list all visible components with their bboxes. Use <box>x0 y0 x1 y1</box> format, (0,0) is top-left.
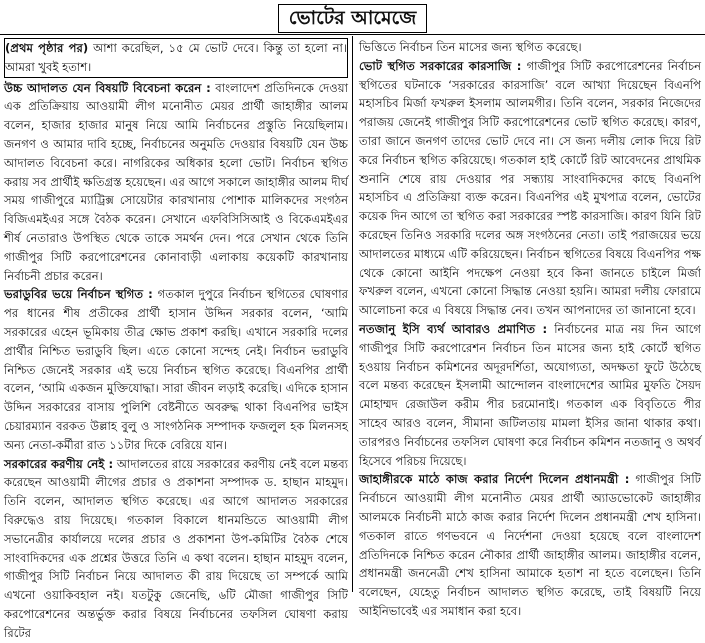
right-p2-text: গাজীপুর সিটি করপোরেশনের নির্বাচন স্থগিতের ঘটনাকে ‘সরকারের কারসাজি’ বলে আখ্যা দিয়েছেন বিএনপি মহাসচিব মির্জা ফখরুল ইসলাম আলমগীর। তিনি বলেন, সরকার নিজেদের পরাজয় জেনেই গাজীপুর সিটি করপোরেশনের ভোট স্থগিত করেছে। কারণ, তারা জানে জনগণ তাদের ভোট দেবে না। সে জন্য দলীয় লোক দিয়ে রিট করে নির্বাচন স্থগিত করিয়েছে। গতকাল হাই কোর্টে রিট আবেদনের প্রাথমিক শুনানি শেষে রায় দেওয়ার পর সন্ধ্যায় সাংবাদিকদের কাছে বিএনপি মহাসচিব এ প্রতিক্রিয়া ব্যক্ত করেন। বিএনপির এই মুখপাত্র বলেন, ভোটের কয়েক দিন আগে তা স্থগিত করা সরকারের স্পষ্ট কারসাজি। কারণ যিনি রিট করেছেন তিনিও সরকারি দলের অঙ্গ সংগঠনের নেতা। তাই পরাজয়ের ভয়ে আদালতের মাধ্যমে এটি করিয়েছেন। নির্বাচন স্থগিতের বিষয়ে বিএনপির পক্ষ থেকে কোনো আইনি পদক্ষেপ নেওয়া হবে কিনা জানতে চাইলে মির্জা ফখরুল বলেন, এখনো কোনো সিদ্ধান্ত নেওয়া হয়নি। আমরা দলীয় ফোরামে আলোচনা করে এ বিষয়ে সিদ্ধান্ত নেব। তখন আপনাদের তা জানানো হবে। <box>359 58 701 318</box>
subheading-pm-directive: জাহাঙ্গীরকে মাঠে কাজ করার নির্দেশ দিলেন প্রধানমন্ত্রী : <box>359 472 630 487</box>
subheading-govt-trick: ভোট স্থগিত সরকারের কারসাজি : <box>359 58 522 73</box>
headline-area <box>0 0 705 34</box>
right-column <box>359 38 702 618</box>
right-paragraph-4 <box>359 470 701 620</box>
left-paragraph-4 <box>4 455 348 643</box>
right-p4-text: গাজীপুর সিটি নির্বাচনে আওয়ামী লীগ মনোনীত মেয়র প্রার্থী অ্যাডভোকেট জাহাঙ্গীর আলমকে নির্বাচনী মাঠে কাজ করার নির্দেশ দিলেন প্রধানমন্ত্রী শেখ হাসিনা। গতকাল রাতে গণভবনে এ নির্দেশনা দেওয়া হয়েছে বলে বাংলাদেশ প্রতিদিনকে নিশ্চিত করেন নৌকার প্রার্থী জাহাঙ্গীর আলম। জাহাঙ্গীর বলেন, প্রধানমন্ত্রী জননেত্রী শেখ হাসিনা আমাকে হতাশ না হতে বলেছেন। তিনি বলেছেন, যেহেতু নির্বাচন আদালত স্থগিত করেছে, তাই বিষয়টি নিয়ে আইনিভাবেই এর সমাধান করা হবে। <box>359 472 702 618</box>
subheading-govt-nothing: সরকারের করণীয় নেই : <box>4 456 114 471</box>
top-rule <box>0 34 705 35</box>
subheading-high-court: উচ্চ আদালত যেন বিষয়টি বিবেচনা করেন : <box>4 80 211 95</box>
subheading-defeat-fear: ভরাডুবির ভয়ে নির্বাচন স্থগিত : <box>4 287 153 302</box>
left-column <box>4 38 349 640</box>
left-p4-text: আদালতের রায়ে সরকারের করণীয় নেই বলে মন্তব্য করেছেন আওয়ামী লীগের প্রচার ও প্রকাশনা সম্পাদক ড. হাছান মাহমুদ। তিনি বলেন, আদালত স্থগিত করেছে। এর আগে আদালত সরকারের বিরুদ্ধেও রায় দিয়েছে। গতকাল বিকালে ধানমন্ডিতে আওয়ামী লীগ সভানেত্রীর কার্যালয়ে দলের প্রচার ও প্রকাশনা উপ-কমিটির বৈঠক শেষে সাংবাদিকদের এক প্রশ্নের উত্তরে তিনি এ কথা বলেন। হাছান মাহমুদ বলেন, গাজীপুর সিটি নির্বাচন নিয়ে আদালত কী রায় দিয়েছে তা সম্পর্কে আমি এখনো ওয়াকিবহাল নই। যতটুকু জেনেছি, ৬টি মৌজা গাজীপুর সিটি করপোরেশনের অন্তর্ভুক্ত করার বিষয়ে নির্বাচনের তফসিল ঘোষণা করায় রিটের <box>4 456 349 640</box>
left-p3-text: গতকাল দুপুরে নির্বাচন স্থগিতের ঘোষণার পর ধানের শীষ প্রতীকের প্রার্থী হাসান উদ্দিন সরকার বলেন, ‘আমি সরকারের এহেন ভূমিকায় তীব্র ক্ষোভ প্রকাশ করছি। এখানে সরকারি দলের প্রার্থীর নিশ্চিত ভরাডুবি ছিল। এতে কোনো সন্দেহ নেই। নির্বাচন ভরাডুবি নিশ্চিত জেনেই সরকার এই ভয়ে নির্বাচন স্থগিত করেছে। বিএনপির প্রার্থী বলেন, ‘আমি একজন মুক্তিযোদ্ধা। সারা জীবন লড়াই করেছি। এদিকে হাসান উদ্দিন সরকারের বাসায় পুলিশি বেষ্টনীতে অবরুদ্ধ থাকা বিএনপির ভাইস চেয়ারম্যান বরকত উল্লাহ বুলু ও সাংগঠনিক সম্পাদক ফজলুল হক মিলনসহ অন্য নেতা-কর্মীরা রাত ১১টার দিকে বেরিয়ে যান। <box>4 287 348 452</box>
subheading-ec-failed: নতজানু ইসি ব্যর্থ আবারও প্রমাণিত : <box>359 321 548 336</box>
right-paragraph-3 <box>359 320 701 470</box>
left-paragraph-3 <box>4 285 348 454</box>
right-paragraph-1 <box>359 38 701 57</box>
left-p2-text: বাংলাদেশ প্রতিদিনকে দেওয়া এক প্রতিক্রিয়ায় আওয়ামী লীগ মনোনীত মেয়র প্রার্থী জাহাঙ্গীর আলম বলেন, হাজার হাজার মানুষ নিয়ে আমি নির্বাচনের প্রস্তুতি নিয়েছিলাম। জনগণ ও আমার দাবি হচ্ছে, নির্বাচনের অনুমতি দেওয়ার বিষয়টি যেন উচ্চ আদালত বিবেচনা করে। নাগরিকের অধিকার হলো ভোট। নির্বাচন স্থগিত করায় সব প্রার্থীই ক্ষতিগ্রস্ত হয়েছেন। এর আগে সকালে জাহাঙ্গীর আলম দীর্ঘ সময় গাজীপুরে ম্যাট্রিক্স সোয়েটার কারখানায় পোশাক মালিকদের সংগঠন বিজিএমইএর সঙ্গে বৈঠক করেন। সেখানে এফবিসিসিআই ও বিকেএমইএর শীর্ষ নেতারাও উপস্থিত থেকে তাকে সমর্থন দেন। পরে সেখান থেকে তিনি গাজীপুর সিটি করপোরেশনের কোনাবাড়ী এলাকায় কয়েকটি কারখানায় নির্বাচনী প্রচার করেন। <box>4 80 348 283</box>
left-paragraph-2 <box>4 79 348 286</box>
right-p3-text: নির্বাচনের মাত্র নয় দিন আগে গাজীপুর সিটি করপোরেশন নির্বাচন তিন মাসের জন্য হাই কোর্টে স্থগিত হওয়ায় নির্বাচন কমিশনের অদূরদর্শিতা, অযোগ্যতা, অদক্ষতা ফুটে উঠেছে বলে মন্তব্য করেছেন ইসলামী আন্দোলন বাংলাদেশের আমির মুফতি সৈয়দ মোহাম্মদ রেজাউল করীম পীর চরমোনাই। গতকাল এক বিবৃতিতে পীর সাহেব আরও বলেন, সীমানা জটিলতায় মামলা ইসির জানা থাকার কথা। তারপরও নির্বাচনের তফসিল ঘোষণা করে নির্বাচন কমিশন নতজানু ও অথর্ব হিসেবে পরিচয় দিয়েছে। <box>359 321 701 468</box>
left-paragraph-1 <box>4 38 348 78</box>
right-p1-text: ভিত্তিতে নির্বাচন তিন মাসের জন্য স্থগিত করেছে। <box>359 40 582 54</box>
right-paragraph-2 <box>359 57 701 320</box>
continuation-label: (প্রথম পৃষ্ঠার পর) <box>5 41 89 55</box>
page-headline: ভোটের আমেজে <box>278 4 427 33</box>
left-p1-text: আশা করেছিল, ১৫ মে ভোট দেবে। কিন্তু তা হলো না। আমরা খুবই হতাশ। <box>5 41 347 74</box>
column-divider <box>352 36 353 592</box>
